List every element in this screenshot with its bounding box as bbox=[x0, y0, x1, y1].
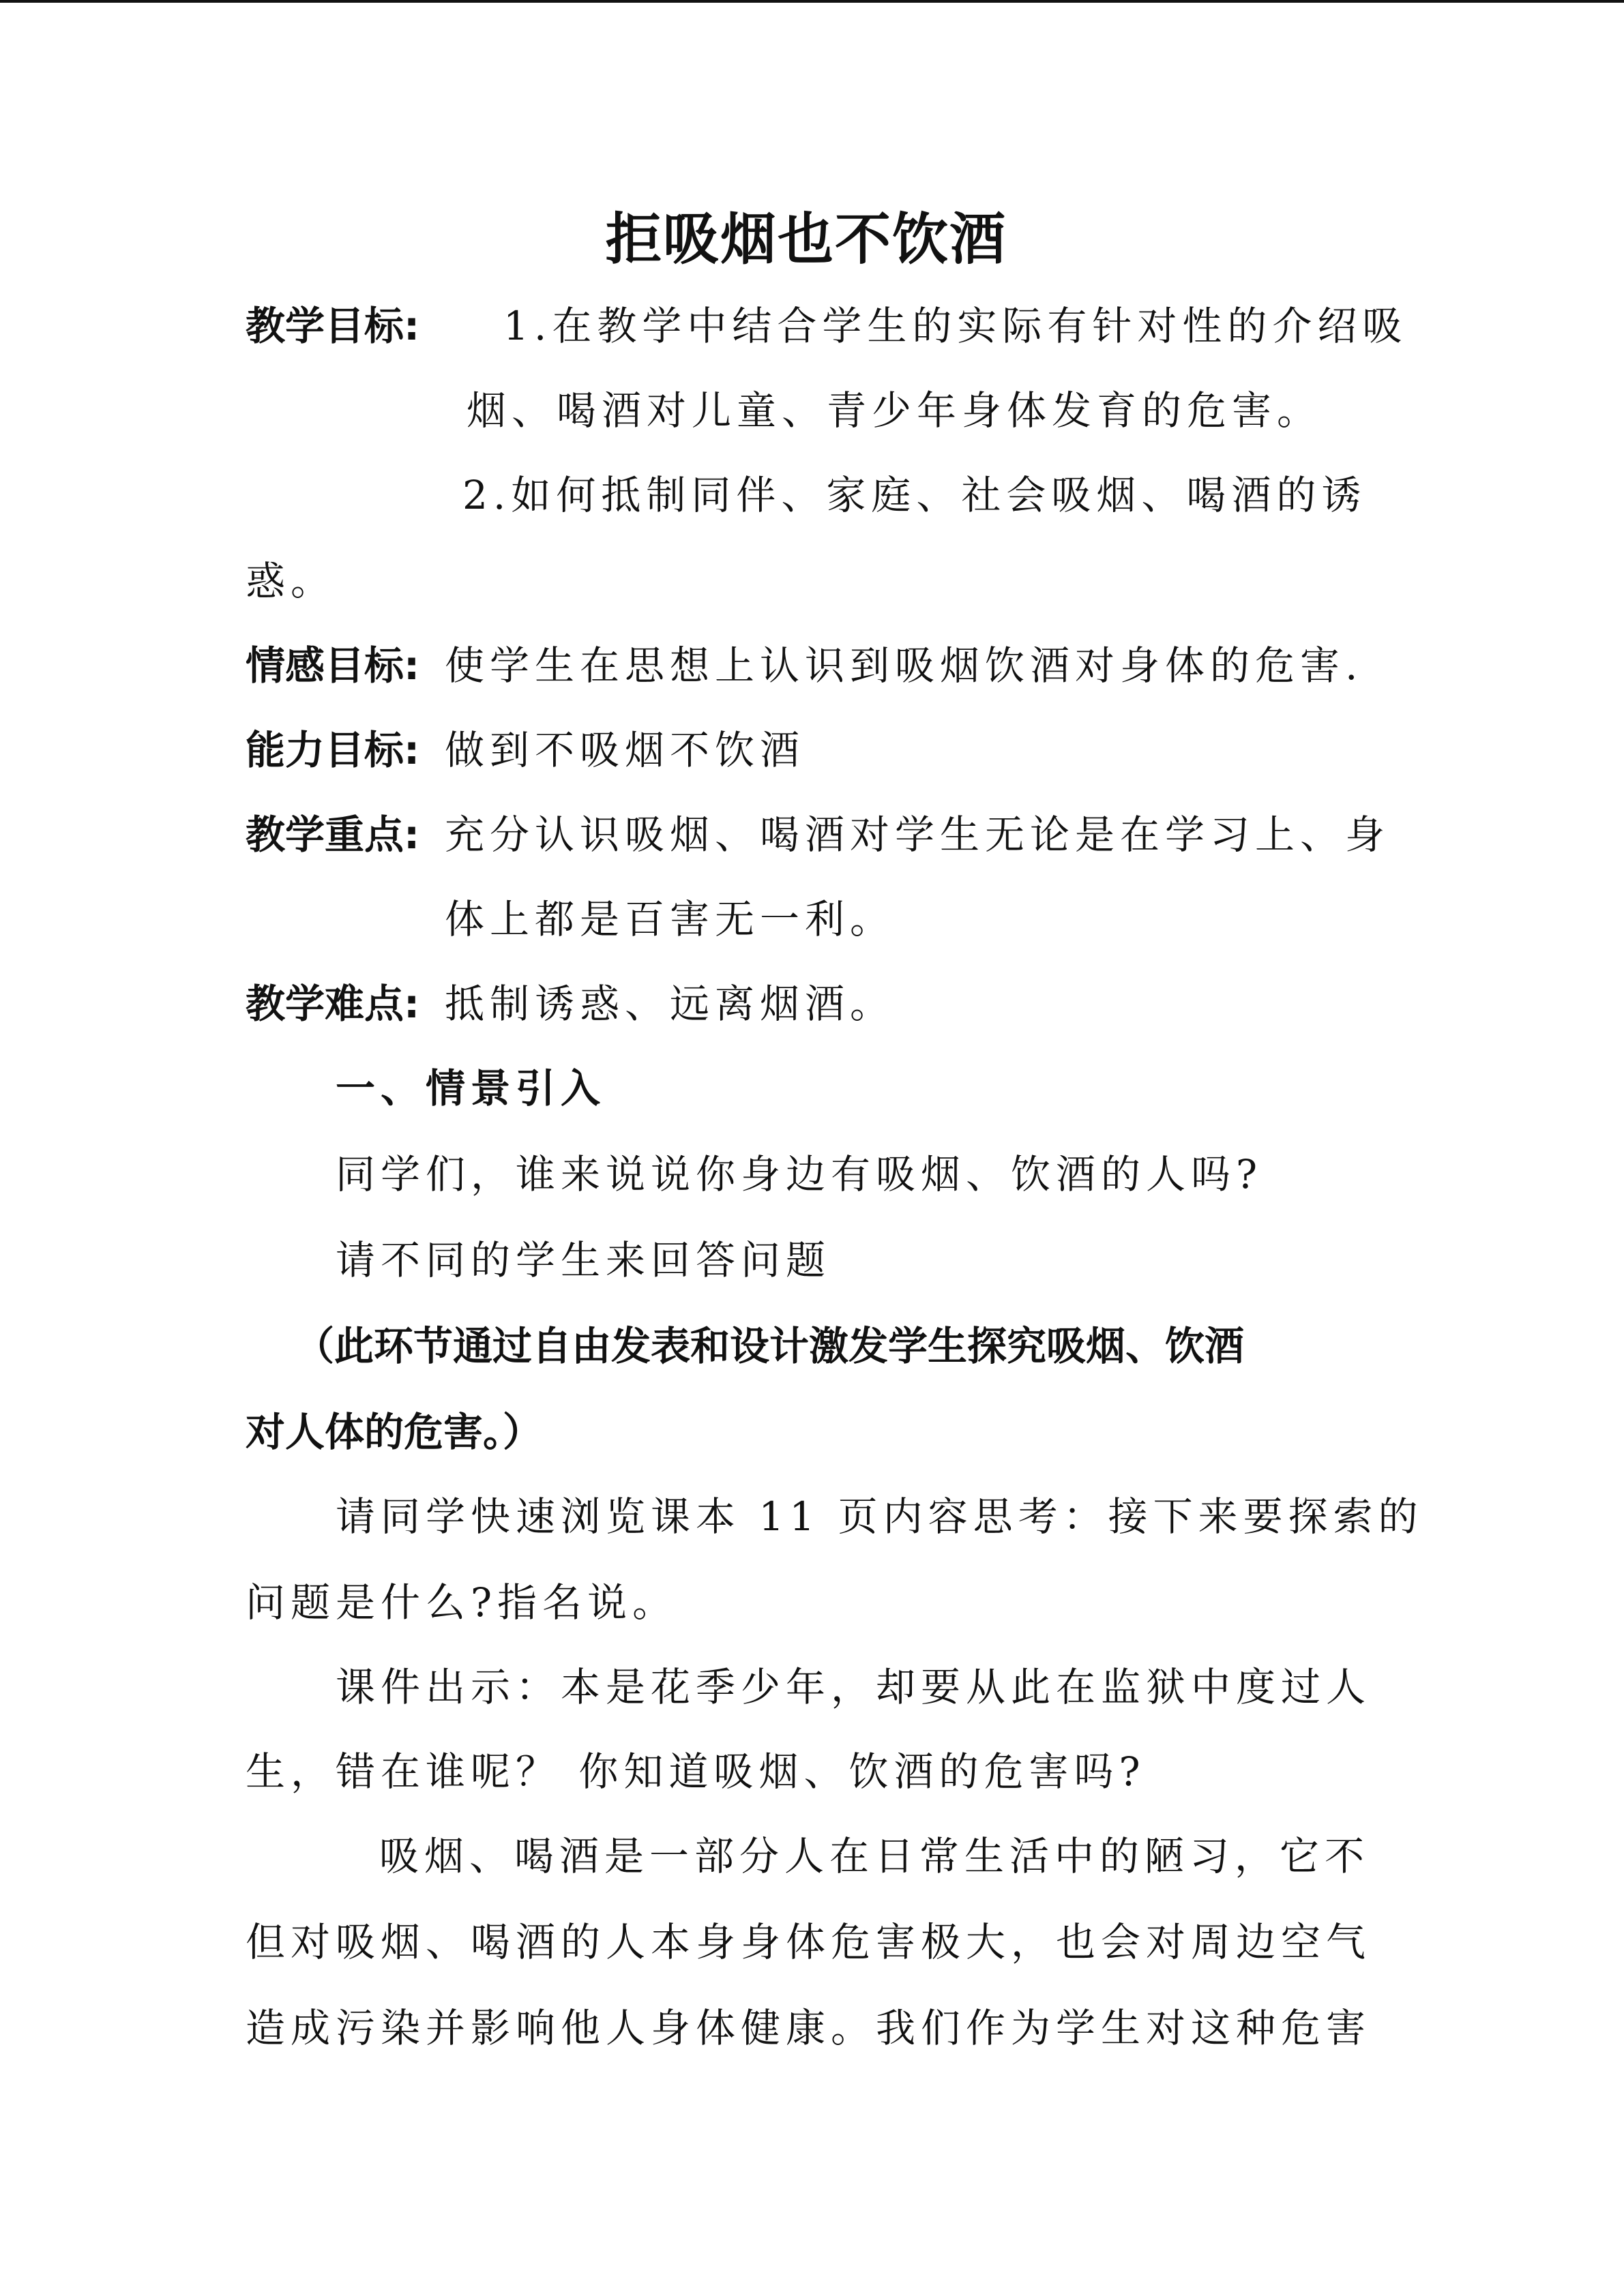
design-note-line-2: 对人体的危害。） bbox=[246, 1409, 543, 1455]
section-1-paragraph-5-line-3: 造成污染并影响他人身体健康。我们作为学生对这种危害 bbox=[246, 2005, 1372, 2051]
key-points-label: 教学重点: bbox=[246, 811, 420, 858]
section-1-paragraph-4-line-1: 课件出示：本是花季少年，却要从此在监狱中度过人 bbox=[336, 1664, 1372, 1710]
section-1-paragraph-4-line-2: 生，错在谁呢？ 你知道吸烟、饮酒的危害吗? bbox=[246, 1748, 1146, 1795]
emotion-objective-label: 情感目标: bbox=[246, 642, 420, 689]
section-1-paragraph-3-line-2: 问题是什么?指名说。 bbox=[246, 1579, 678, 1626]
section-1-paragraph-3-line-1: 请同学快速浏览课本 11 页内容思考：接下来要探索的 bbox=[336, 1493, 1423, 1540]
section-1-paragraph-5-line-2: 但对吸烟、喝酒的人本身身体危害极大，也会对周边空气 bbox=[246, 1919, 1372, 1965]
objective-2-line-2: 惑。 bbox=[246, 558, 336, 604]
difficulty-text: 抵制诱惑、远离烟酒。 bbox=[445, 981, 896, 1027]
objective-1-line-1: 1.在教学中结合学生的实际有针对性的介绍吸 bbox=[503, 303, 1408, 349]
design-note-line-1: （此环节通过自由发表和设计激发学生探究吸烟、饮酒 bbox=[295, 1323, 1245, 1369]
emotion-objective-text: 使学生在思想上认识到吸烟饮酒对身体的危害. bbox=[445, 642, 1363, 689]
difficulty-label: 教学难点: bbox=[246, 981, 420, 1027]
objective-2-line-1: 2.如何抵制同伴、家庭、社会吸烟、喝酒的诱 bbox=[462, 472, 1367, 518]
ability-objective-text: 做到不吸烟不饮酒 bbox=[445, 727, 806, 773]
section-1-heading: 一、情景引入 bbox=[336, 1065, 606, 1112]
key-points-line-2: 体上都是百害无一利。 bbox=[445, 896, 896, 942]
ability-objective-label: 能力目标: bbox=[246, 727, 420, 773]
page-top-border bbox=[0, 0, 1624, 3]
objective-1-line-2: 烟、喝酒对儿童、青少年身体发育的危害。 bbox=[467, 387, 1323, 434]
section-1-paragraph-2: 请不同的学生来回答问题 bbox=[336, 1237, 831, 1283]
teaching-objectives-label: 教学目标: bbox=[246, 303, 420, 349]
key-points-line-1: 充分认识吸烟、喝酒对学生无论是在学习上、身 bbox=[445, 811, 1391, 858]
page-title: 拒吸烟也不饮酒 bbox=[606, 207, 1007, 272]
section-1-paragraph-1: 同学们，谁来说说你身边有吸烟、饮酒的人吗? bbox=[336, 1151, 1263, 1197]
section-1-paragraph-5-line-1: 吸烟、喝酒是一部分人在日常生活中的陋习，它不 bbox=[379, 1833, 1370, 1879]
